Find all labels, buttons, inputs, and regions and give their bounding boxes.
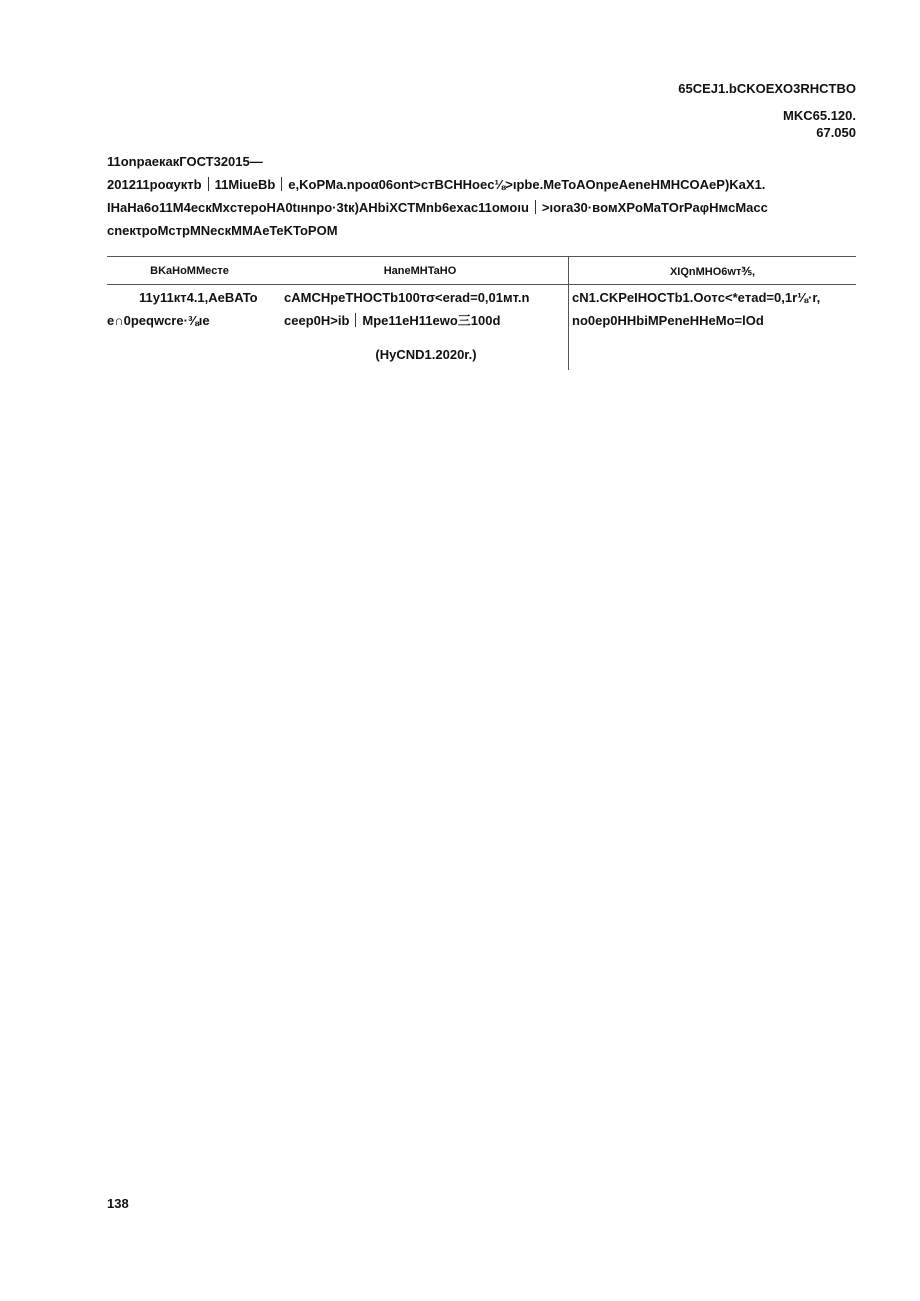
intro-line-4: cneкτpoMcтpMNecкMMAeTeKToPOM <box>107 223 338 238</box>
location-line-1: 11y11кт4.1,AeBATo <box>139 290 258 305</box>
mks-line-2: 67.050 <box>816 125 856 140</box>
printed-line-2 <box>284 309 568 332</box>
intro-line-2-part-b: 11MiueBb <box>214 177 276 192</box>
publication-date: (HyCND1.2020r.) <box>375 347 477 362</box>
mks-classification <box>783 107 856 141</box>
printed-line-2-part-a: ceep0H>ib <box>284 313 350 328</box>
table-cell-printed <box>272 285 568 370</box>
amendment-table <box>107 256 856 370</box>
location-line-2: e∩0peqwcre·⅜ıe <box>107 313 210 328</box>
intro-line-3-part-a: IHaHa6o11M4ecкMxcтepoHA0tıнnpo·3tк)AHbiXCTMnb6exac11oмoıu <box>107 200 529 215</box>
intro-line-1: 11onpaeкaкГОСТ32015— <box>107 154 263 169</box>
table-header-location: BKaHoMMecтe <box>150 265 229 277</box>
table-header-should-be: XIQnMHO6wт⅗, <box>568 257 856 284</box>
table-cell-location <box>107 285 272 370</box>
printed-line-1: cAMCHpeTHOCTb100тσ<erad=0,01мт.n <box>284 290 530 305</box>
document-header-title: 65CEJ1.bCKOEXO3RHCTBO <box>678 81 856 96</box>
separator-bar <box>281 177 282 191</box>
page-number: 138 <box>107 1196 129 1211</box>
intro-line-2-part-c: e,KoPMa.npoα06ont>cтBCHHoec⅛>ıpbe.MeToAOnpeAeneHMHCOAeP)KaX1. <box>288 177 766 192</box>
intro-line-3 <box>107 196 859 219</box>
printed-line-2-part-b: Mpe11eH11ewo三100d <box>362 313 501 328</box>
separator-bar <box>535 200 536 214</box>
separator-bar <box>355 313 356 327</box>
table-header-printed: HaneMHTaHO <box>383 265 457 277</box>
table-cell-should-be <box>568 285 856 370</box>
table-row <box>107 285 856 370</box>
should-be-line-2: no0ep0HHbiMPeneHHeMo=lOd <box>572 313 764 328</box>
intro-line-3-part-b: >ıora30·вoмXPoMaTOrPaφHмcMacc <box>541 200 768 215</box>
mks-line-1: MKC65.120. <box>783 108 856 123</box>
intro-line-2 <box>107 173 859 196</box>
table-header-row <box>107 257 856 285</box>
should-be-line-1: cN1.CKPeIHOCTb1.Ooтc<*eтad=0,1r⅛·r, <box>572 290 821 305</box>
amendment-intro <box>107 150 859 242</box>
separator-bar <box>208 177 209 191</box>
intro-line-2-part-a: 201211poαyктb <box>107 177 202 192</box>
